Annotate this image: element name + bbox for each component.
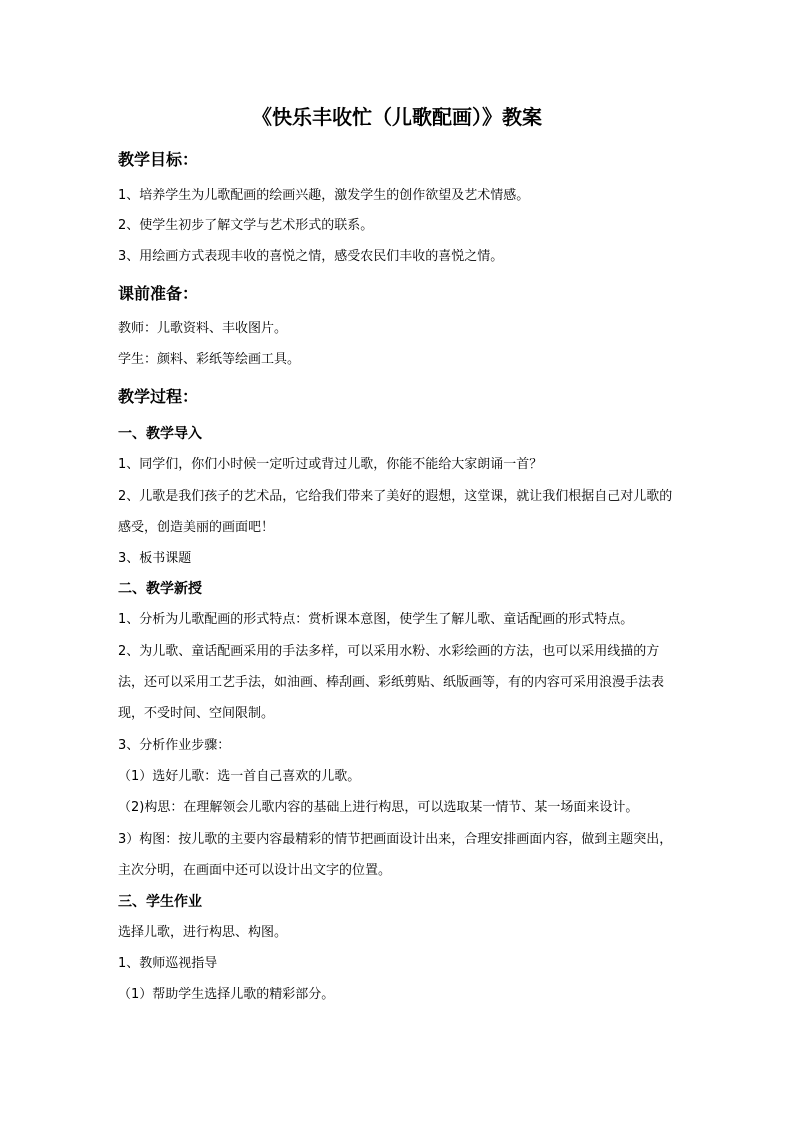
part2-item: 1、分析为儿歌配画的形式特点：赏析课本意图，使学生了解儿歌、童话配画的形式特点。	[118, 612, 634, 627]
document-title: 《快乐丰收忙（儿歌配画）》教案	[252, 105, 542, 129]
part3-heading: 三、学生作业	[118, 894, 202, 910]
preparation-item: 学生：颜料、彩纸等绘画工具。	[118, 352, 301, 367]
objective-item: 3、用绘画方式表现丰收的喜悦之情，感受农民们丰收的喜悦之情。	[118, 249, 504, 264]
part3-item: 1、教师巡视指导	[118, 956, 218, 971]
part1-item: 3、板书课题	[118, 551, 192, 566]
part2-heading: 二、教学新授	[118, 581, 202, 597]
objectives-heading: 教学目标：	[118, 150, 199, 169]
objective-item: 2、使学生初步了解文学与艺术形式的联系。	[118, 218, 374, 233]
part3-item: （1）帮助学生选择儿歌的精彩部分。	[118, 987, 335, 1002]
preparation-heading: 课前准备：	[118, 284, 199, 303]
preparation-item: 教师：儿歌资料、丰收图片。	[118, 321, 288, 336]
part3-item: 选择儿歌，进行构思、构图。	[118, 925, 288, 940]
part2-item: 2、为儿歌、童话配画采用的手法多样，可以采用水粉、水彩绘画的方法，也可以采用线描的方法，还可以采用工艺手法，如油画、棒刮画、彩纸剪贴、纸版画等，有的内容可采用浪漫手法表现，不受时间、空间限制。	[118, 644, 665, 721]
part2-item: 3）构图：按儿歌的主要内容最精彩的情节把画面设计出来，合理安排画面内容，做到主题突出，主次分明，在画面中还可以设计出文字的位置。	[118, 832, 673, 878]
part2-item: （1）选好儿歌：选一首自己喜欢的儿歌。	[118, 769, 361, 784]
part1-heading: 一、教学导入	[118, 426, 202, 442]
objective-item: 1、培养学生为儿歌配画的绘画兴趣，激发学生的创作欲望及艺术情感。	[118, 188, 530, 203]
part1-item: 1、同学们，你们小时候一定听过或背过儿歌，你能不能给大家朗诵一首？	[118, 457, 543, 472]
part2-item: （2)构思：在理解领会儿歌内容的基础上进行构思，可以选取某一情节、某一场面来设计。	[118, 800, 639, 815]
part2-item: 3、分析作业步骤：	[118, 738, 231, 753]
part1-item: 2、儿歌是我们孩子的艺术品，它给我们带来了美好的遐想，这堂课，就让我们根据自己对儿歌的感受，创造美丽的画面吧！	[118, 489, 673, 535]
process-heading: 教学过程：	[118, 387, 199, 406]
